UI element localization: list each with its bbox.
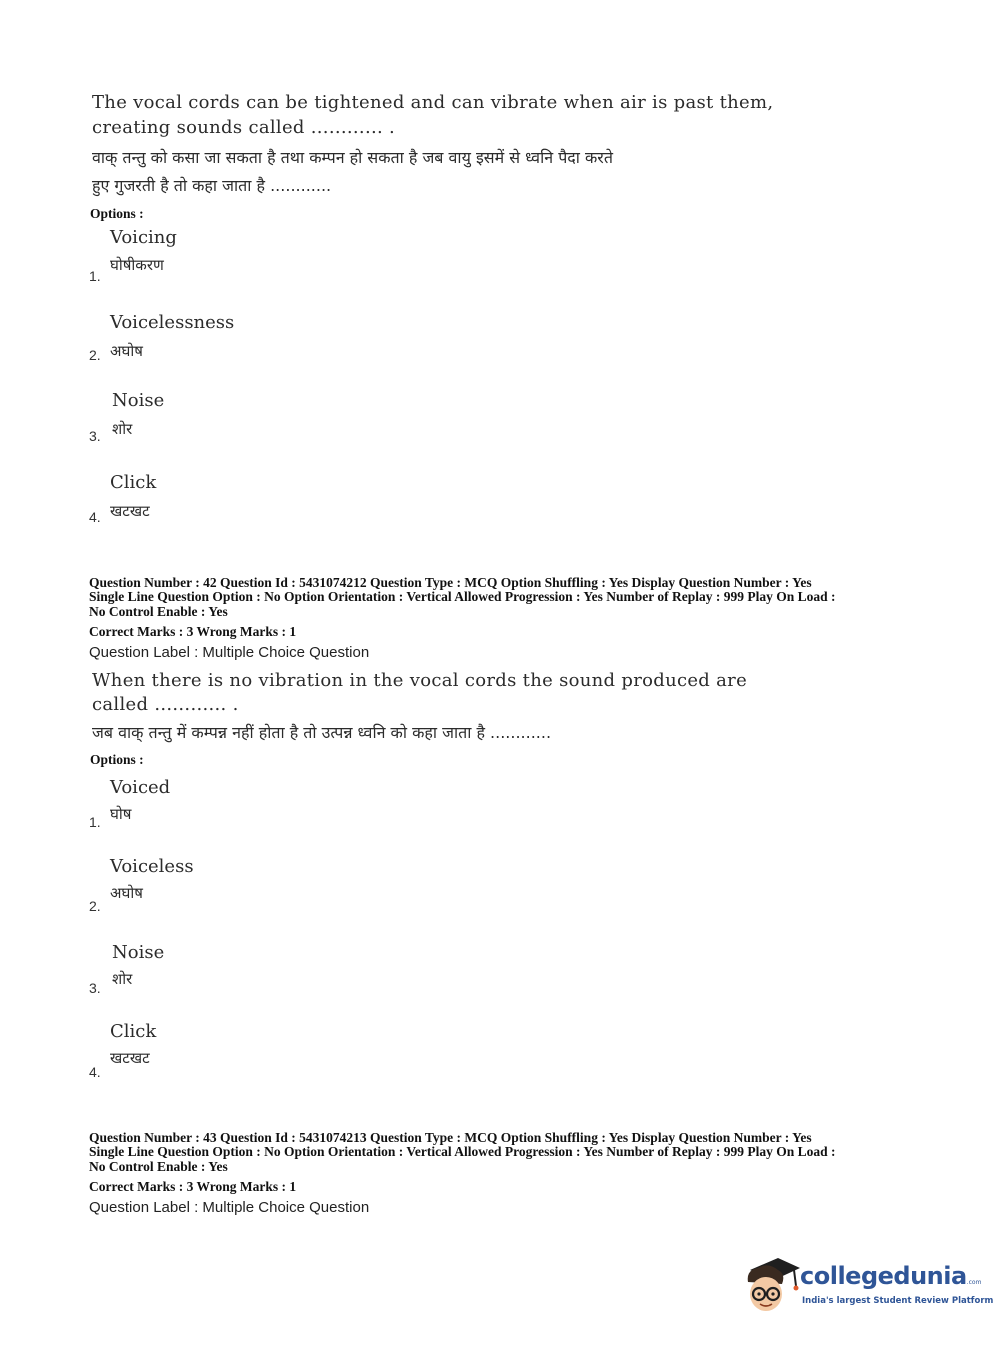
q43-meta-line1: Question Number : 43 Question Id : 5431074213 Question Type : MCQ Option Shuffling : Yes Display Question Number : Yes	[89, 1130, 812, 1145]
q42-marks: Correct Marks : 3 Wrong Marks : 1	[89, 624, 297, 639]
option-text-en: Click	[110, 472, 157, 493]
q42-question-label: Question Label : Multiple Choice Question	[89, 644, 370, 661]
q42-text-en-line2: called ............ .	[92, 694, 239, 715]
option-text-en: Voiceless	[110, 856, 194, 877]
option-text-en: Voicelessness	[110, 312, 235, 333]
option-text-hi: घोषीकरण	[110, 256, 164, 274]
option-text-en: Voiced	[110, 777, 171, 798]
option-number: 1.	[89, 814, 101, 830]
logo-brand-text	[800, 1262, 981, 1290]
mascot-graduate-icon	[742, 1252, 802, 1318]
option-text-hi: अघोष	[110, 342, 143, 360]
option-text-en: Noise	[112, 390, 165, 411]
logo-tagline: India's largest Student Review Platform	[802, 1296, 994, 1306]
q42-text-hi-line1: जब वाक् तन्तु में कम्पन्न नहीं होता है तो उत्पन्न ध्वनि को कहा जाता है ............	[92, 723, 552, 742]
option-text-hi: खटखट	[110, 502, 150, 520]
q43-meta-line2: Single Line Question Option : No Option Orientation : Vertical Allowed Progression : Yes Number of Replay : 999 Play On Load :	[89, 1144, 836, 1159]
q42-meta-line1: Question Number : 42 Question Id : 5431074212 Question Type : MCQ Option Shuffling : Yes Display Question Number : Yes	[89, 575, 812, 590]
option-text-hi: शोर	[112, 970, 133, 988]
option-number: 2.	[89, 347, 101, 363]
logo-brand-suffix: .com	[966, 1279, 982, 1286]
option-text-en: Click	[110, 1021, 157, 1042]
q41-options-label: Options :	[90, 206, 144, 221]
option-text-hi: खटखट	[110, 1049, 150, 1067]
q43-question-label: Question Label : Multiple Choice Question	[89, 1199, 370, 1216]
q42-options-label: Options :	[90, 752, 144, 767]
q43-marks: Correct Marks : 3 Wrong Marks : 1	[89, 1179, 297, 1194]
option-text-hi: शोर	[112, 420, 133, 438]
option-number: 1.	[89, 268, 101, 284]
option-text-hi: घोष	[110, 805, 132, 823]
q42-meta-line3: No Control Enable : Yes	[89, 604, 228, 619]
option-number: 2.	[89, 898, 101, 914]
option-number: 4.	[89, 1064, 101, 1080]
option-number: 3.	[89, 428, 101, 444]
option-text-hi: अघोष	[110, 884, 143, 902]
q41-text-hi-line1: वाक् तन्तु को कसा जा सकता है तथा कम्पन हो सकता है जब वायु इसमें से ध्वनि पैदा करते	[92, 148, 613, 167]
q41-text-en-line1: The vocal cords can be tightened and can vibrate when air is past them,	[92, 92, 774, 113]
option-text-en: Noise	[112, 942, 165, 963]
q41-text-en-line2: creating sounds called ............ .	[92, 117, 396, 138]
option-number: 4.	[89, 509, 101, 525]
option-text-en: Voicing	[110, 227, 177, 248]
q42-text-en-line1: When there is no vibration in the vocal cords the sound produced are	[92, 670, 748, 691]
q42-meta-line2: Single Line Question Option : No Option Orientation : Vertical Allowed Progression : Yes Number of Replay : 999 Play On Load :	[89, 589, 836, 604]
logo-brand-name: collegedunia	[800, 1262, 967, 1290]
option-number: 3.	[89, 980, 101, 996]
q41-text-hi-line2: हुए गुजरती है तो कहा जाता है ............	[92, 176, 332, 195]
q43-meta-line3: No Control Enable : Yes	[89, 1159, 228, 1174]
collegedunia-logo[interactable]	[742, 1252, 994, 1318]
